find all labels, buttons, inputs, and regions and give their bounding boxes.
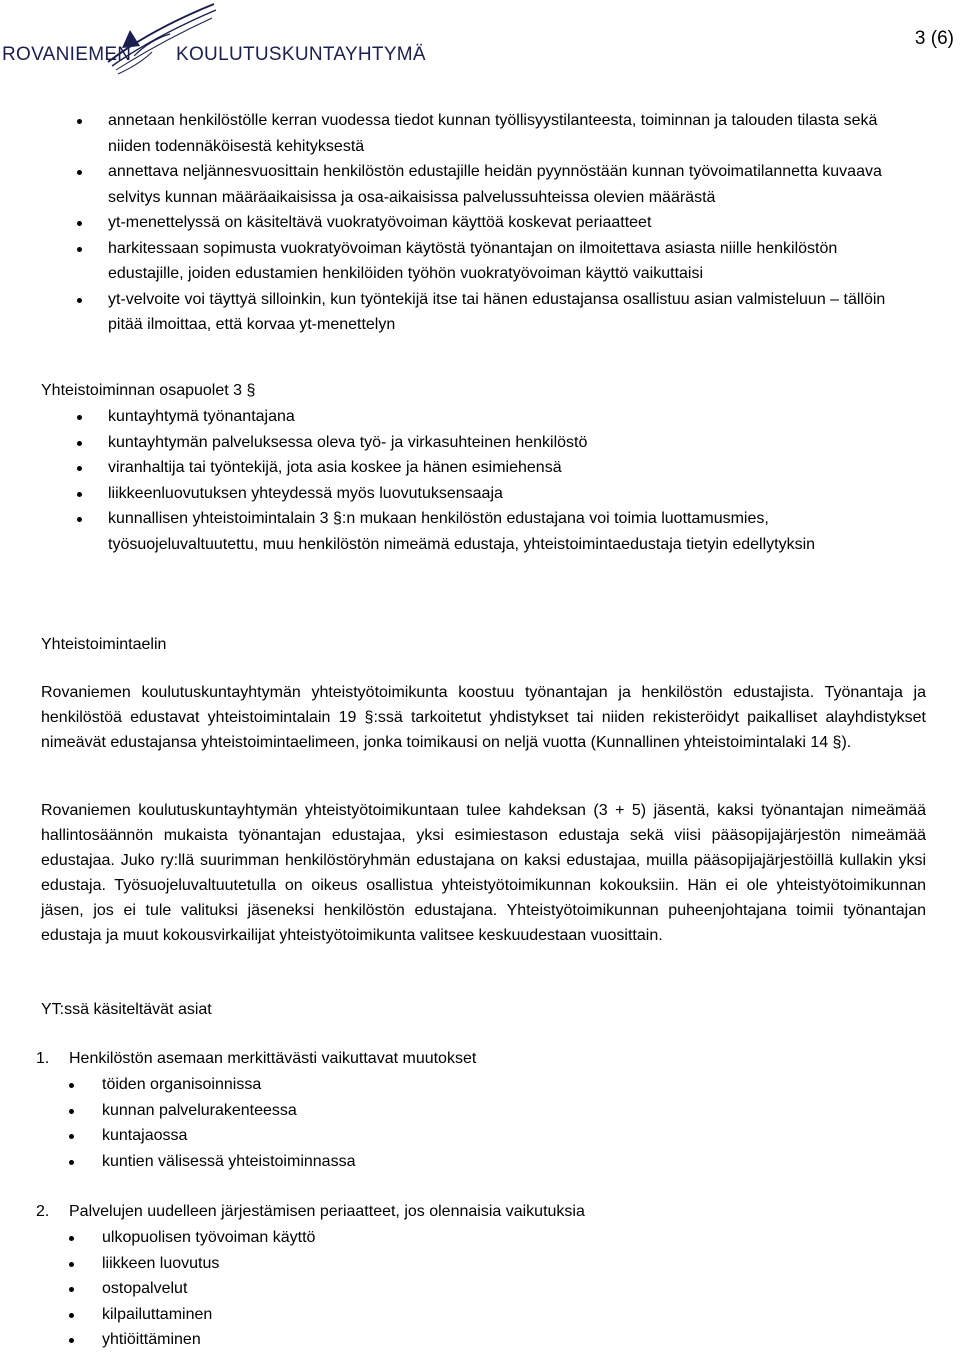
list-item: viranhaltija tai työntekijä, jota asia koskee ja hänen esimiehensä <box>0 455 908 481</box>
bullet-list-yt-obligations <box>0 108 908 338</box>
heading-number: 2. <box>36 1203 50 1220</box>
list-item: kunnallisen yhteistoimintalain 3 §:n mukaan henkilöstön edustajana voi toimia luottamusmies, työsuojeluvaltuutettu, muu henkilöstön nimeämä edustaja, yhteistoimintaedustaja tietyin edellytyksin <box>0 506 908 557</box>
bullet-list-section-2 <box>0 1225 902 1353</box>
list-item: kunnan palvelurakenteessa <box>0 1098 902 1124</box>
list-item: liikkeen luovutus <box>0 1251 902 1277</box>
numbered-heading-1 <box>36 1046 476 1071</box>
list-item: kuntayhtymä työnantajana <box>0 404 908 430</box>
list-item: annettava neljännesvuosittain henkilöstön edustajille heidän pyynnöstään kunnan työvoimatilannetta kuvaava selvitys kunnan määräaikaisissa ja osa-aikaisissa palvelussuhteissa olevien määrästä <box>0 159 908 210</box>
heading-number: 1. <box>36 1050 50 1067</box>
section-heading-yhteistoimintaelin: Yhteistoimintaelin <box>41 636 167 653</box>
paragraph-committee-members: Rovaniemen koulutuskuntayhtymän yhteistyötoimikuntaan tulee kahdeksan (3 + 5) jäsentä, kaksi työnantajan nimeämää hallintosäännön mukaista työnantajan edustajaa, yksi esimiestason edustaja sekä viisi pääsopijajärjestön nimeämää edustajaa. Juko ry:llä suurimman henkilöstöryhmän edustajana on kaksi edustajaa, muilla pääsopijajärjestöillä kullakin yksi edustaja. Työsuojeluvaltuutetulla on oikeus osallistua yhteistyötoimikunnan kokouksiin. Hän ei ole yhteistyötoimikunnan jäsen, jos ei tule valituksi jäseneksi henkilöstön edustajana. Yhteistyötoimikunnan puheenjohtajana toimii työnantajan edustaja ja muut kokousvirkailijat yhteistyötoimikunta valitsee keskuudestaan vuosittain. <box>41 802 926 944</box>
list-item: kuntien välisessä yhteistoiminnassa <box>0 1149 902 1175</box>
logo-text-right: KOULUTUSKUNTAYHTYMÄ <box>176 44 426 65</box>
logo-swoosh-icon <box>0 0 220 80</box>
section-heading-osapuolet: Yhteistoiminnan osapuolet 3 § <box>41 382 256 399</box>
list-item: yt-menettelyssä on käsiteltävä vuokratyövoiman käyttöä koskevat periaatteet <box>0 210 908 236</box>
logo-text-left: ROVANIEMEN <box>2 44 132 65</box>
list-item: liikkeenluovutuksen yhteydessä myös luovutuksensaaja <box>0 481 908 507</box>
list-item: kilpailuttaminen <box>0 1302 902 1328</box>
list-item: kuntayhtymän palveluksessa oleva työ- ja virkasuhteinen henkilöstö <box>0 430 908 456</box>
list-item: ostopalvelut <box>0 1276 902 1302</box>
numbered-heading-2 <box>36 1199 585 1224</box>
paragraph-committee-composition: Rovaniemen koulutuskuntayhtymän yhteistyötoimikunta koostuu työnantajan ja henkilöstön edustajista. Työnantaja ja henkilöstöä edustavat yhteistoimintalain 19 §:ssä tarkoitetut yhdistykset tai niiden rekisteröidyt paikalliset alayhdistykset nimeävät edustajansa yhteistoimintaelimeen, jonka toimikausi on neljä vuotta (Kunnallinen yhteistoimintalaki 14 §). <box>41 684 926 751</box>
bullet-list-section-1 <box>0 1072 902 1174</box>
list-item: annetaan henkilöstölle kerran vuodessa tiedot kunnan työllisyystilanteesta, toiminnan ja talouden tilasta sekä niiden todennäköisestä kehityksestä <box>0 108 908 159</box>
list-item: yt-velvoite voi täyttyä silloinkin, kun työntekijä itse tai hänen edustajansa osallistuu asian valmisteluun – tällöin pitää ilmoittaa, että korvaa yt-menettelyn <box>0 287 908 338</box>
list-item: harkitessaan sopimusta vuokratyövoiman käytöstä työnantajan on ilmoitettava asiasta niille henkilöstön edustajille, joiden edustamien henkilöiden työhön vuokratyövoiman käyttö vaikuttaisi <box>0 236 908 287</box>
page-header <box>0 0 960 80</box>
list-item: ulkopuolisen työvoiman käyttö <box>0 1225 902 1251</box>
list-item: töiden organisoinnissa <box>0 1072 902 1098</box>
section-heading-yt-topics: YT:ssä käsiteltävät asiat <box>41 1001 212 1018</box>
list-item: yhtiöittäminen <box>0 1327 902 1353</box>
heading-title: Palvelujen uudelleen järjestämisen periaatteet, jos olennaisia vaikutuksia <box>69 1203 585 1220</box>
bullet-list-parties <box>0 404 908 557</box>
page-number: 3 (6) <box>914 28 954 49</box>
heading-title: Henkilöstön asemaan merkittävästi vaikuttavat muutokset <box>69 1050 477 1067</box>
list-item: kuntajaossa <box>0 1123 902 1149</box>
